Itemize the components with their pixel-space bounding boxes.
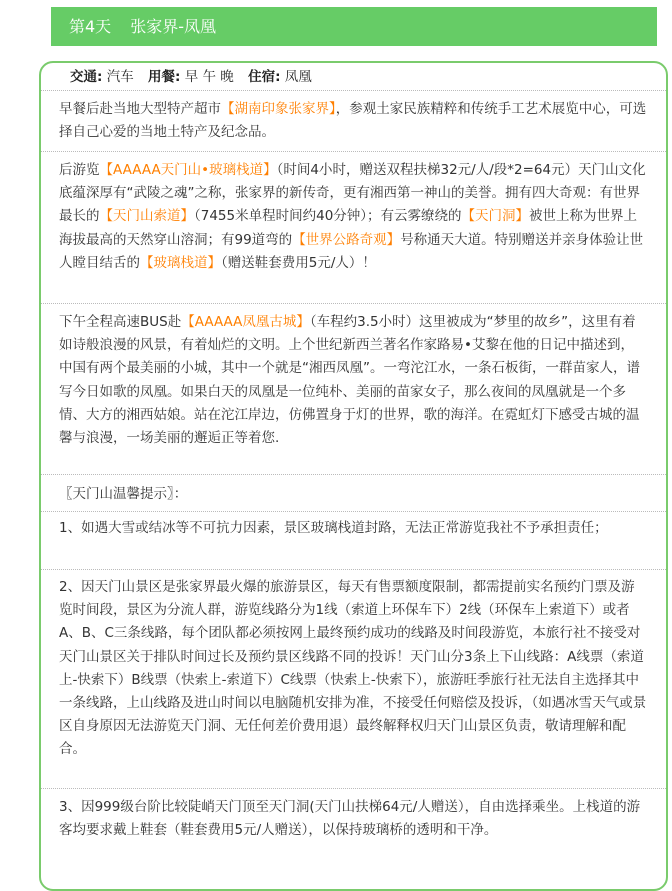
stay-value: 凤凰 [284, 69, 312, 85]
paragraph-tianmen: 后游览【AAAAA天门山•玻璃栈道】（时间4小时，赠送双程扶梯32元/人/段*2=64元）天门山文化底蕴深厚有“武陵之魂”之称，张家界的新传奇，更有湘西第一神山的美誉。拥有四大奇观：有世界最长的【天门山索道】（7455米单程时间约40分钟）；有云雾缭绕的【天门洞】被世上称为世界上海拔最高的天然穿山溶洞；有99道弯的【世界公路奇观】号称通天大道。特别赠送并亲身体验让世人瞠目结舌的【玻璃栈道】（赠送鞋套费用5元/人）！ [59, 162, 646, 271]
highlight-tianmen-mountain: 【AAAAA天门山•玻璃栈道】 [99, 162, 277, 178]
highlight-highway-wonder: 【世界公路奇观】 [292, 231, 401, 248]
divider [41, 151, 666, 152]
paragraph-fenghuang: 下午全程高速BUS赴【AAAAA凤凰古城】（车程约3.5小时）这里被成为“梦里的故乡”，这里有着如诗般浪漫的风景，有着灿烂的文明。上个世纪新西兰著名作家路易•艾黎在他的日记中描述到，中国有两个最美丽的小城，其中一个就是“湘西凤凰”。一弯沱江水，一条石板街，一群苗家人，谱写今日如歌的凤凰。如果白天的凤凰是一位纯朴、美丽的苗家女子，那么夜间的凤凰就是一个多情、大方的湘西姑娘。站在沱江岸边，仿佛置身于灯的世界，歌的海洋。在霓虹灯下感受古城的温馨与浪漫，一场美丽的邂逅正等着您. [59, 314, 640, 447]
divider [41, 788, 666, 789]
transport-value: 汽车 [106, 69, 134, 85]
itinerary-card [39, 61, 668, 891]
day-label: 第4天 [69, 17, 112, 36]
trip-meta [41, 63, 666, 91]
meals-label: 用餐: [148, 69, 181, 85]
highlight-tianmen-cave: 【天门洞】 [461, 208, 530, 225]
divider [41, 303, 666, 304]
tip-3: 3、因999级台阶比较陡峭天门顶至天门洞(天门山扶梯64元/人赠送），自由选择乘坐。上栈道的游客均要求戴上鞋套（鞋套费用5元/人赠送），以保持玻璃桥的透明和干净。 [59, 799, 641, 839]
divider [41, 474, 666, 475]
day-route: 张家界-凤凰 [130, 17, 217, 36]
divider [41, 569, 666, 570]
stay-label: 住宿: [248, 69, 281, 85]
tip-2: 2、因天门山景区是张家界最火爆的旅游景区，每天有售票额度限制，都需提前实名预约门票及游览时间段，景区为分流人群，游览线路分为1线（索道上环保车下）2线（环保车上索道下）或者A、B、C三条线路，每个团队都必须按网上最终预约成功的线路及时间段游览，本旅行社不接受对天门山景区关于排队时间过长及预约景区线路不同的投诉！天门山分3条上下山线路：A线票（索道上-快索下）B线票（快索上-索道下）C线票（快索上-快索下），旅游旺季旅行社无法自主选择其中一条线路，上山线路及进山时间以电脑随机安排为准，不接受任何赔偿及投诉，（如遇冰雪天气或景区自身原因无法游览天门洞、无任何差价费用退）最终解释权归天门山景区负责，敬请理解和配合。 [59, 579, 647, 758]
divider [41, 511, 666, 512]
highlight-hunan-impression: 【湖南印象张家界】 [221, 101, 336, 117]
tip-1: 1、如遇大雪或结冰等不可抗力因素，景区玻璃栈道封路，无法正常游览我社不予承担责任； [59, 520, 608, 536]
transport-label: 交通: [70, 69, 103, 85]
meals-value: 早 午 晚 [184, 69, 234, 85]
highlight-glass-walkway: 【玻璃栈道】 [140, 254, 221, 271]
highlight-cableway: 【天门山索道】 [99, 208, 194, 225]
day-header [51, 7, 657, 46]
paragraph-breakfast: 早餐后赴当地大型特产超市【湖南印象张家界】，参观土家民族精粹和传统手工艺术展览中心，可选择自己心爱的当地土特产及纪念品。 [59, 101, 647, 141]
highlight-fenghuang-town: 【AAAAA凤凰古城】 [181, 314, 310, 330]
tips-title: 〖天门山温馨提示〗： [59, 486, 188, 502]
